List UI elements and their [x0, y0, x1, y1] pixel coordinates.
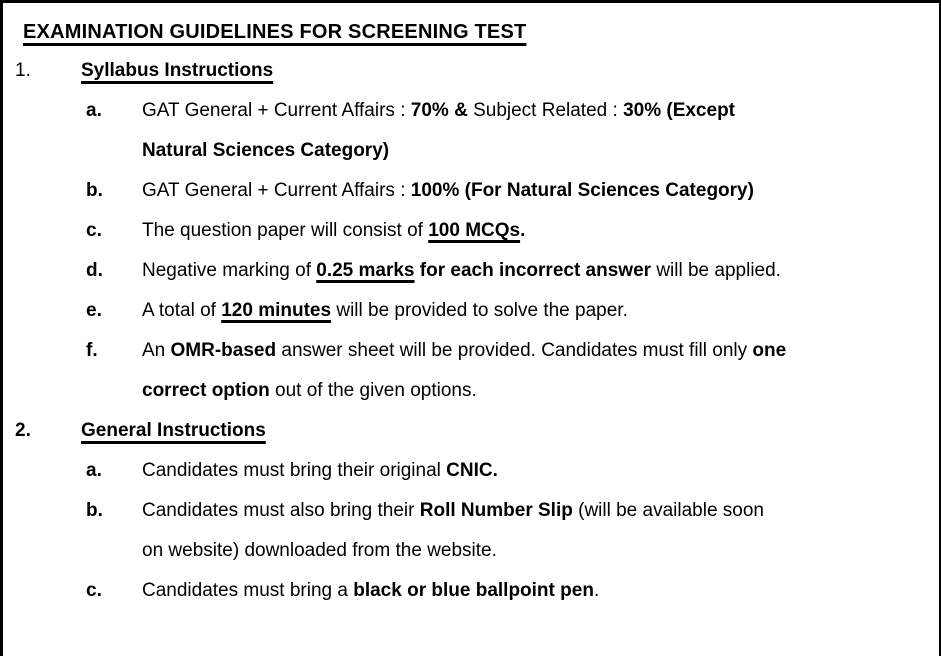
text-run: CNIC. [446, 460, 498, 481]
text-run: black or blue ballpoint pen [353, 580, 594, 601]
item-text [142, 211, 939, 251]
list-item [3, 171, 939, 211]
text-run: Subject Related : [467, 100, 624, 121]
list-item [3, 491, 939, 571]
text-run: 100 MCQs [428, 220, 521, 241]
text-run: will be provided to solve the paper. [331, 300, 628, 321]
text-run: The question paper will consist of [142, 220, 429, 241]
item-label: b. [86, 500, 103, 521]
item-label: f. [86, 340, 98, 361]
item-label: c. [86, 220, 102, 241]
text-run: Roll Number Slip [419, 500, 573, 521]
item-text [142, 491, 939, 571]
text-run: out of the given options. [269, 380, 477, 401]
list-item [3, 251, 939, 291]
item-text [142, 171, 939, 211]
text-run: Natural Sciences Category) [142, 140, 390, 161]
list-item [3, 451, 939, 491]
section-number: 1. [15, 60, 31, 81]
text-run: correct option [142, 380, 270, 401]
list-item [3, 331, 939, 411]
text-run: . [593, 580, 600, 601]
text-run: 120 minutes [221, 300, 332, 321]
text-run: OMR-based [170, 340, 277, 361]
text-run: 30% (Except [623, 100, 736, 121]
list-item [3, 91, 939, 171]
text-run: (will be available soon [572, 500, 765, 521]
item-text [142, 291, 939, 331]
section-heading: Syllabus Instructions [81, 60, 274, 81]
section-heading: General Instructions [81, 420, 266, 441]
item-label: a. [86, 100, 102, 121]
section-number: 2. [15, 420, 31, 441]
text-run: for each incorrect answer [414, 260, 652, 281]
text-run: GAT General + Current Affairs : [142, 180, 411, 201]
document-title: EXAMINATION GUIDELINES FOR SCREENING TEST [23, 21, 527, 43]
item-text [142, 251, 939, 291]
item-label: d. [86, 260, 103, 281]
text-run: An [142, 340, 171, 361]
item-label: a. [86, 460, 102, 481]
text-run: . [520, 220, 526, 241]
item-text [142, 91, 939, 171]
text-run: one [752, 340, 787, 361]
section-row [3, 51, 939, 91]
text-run: on website) downloaded from the website. [142, 540, 497, 561]
item-label: e. [86, 300, 102, 321]
item-text [142, 571, 939, 611]
list-item [3, 291, 939, 331]
text-run: answer sheet will be provided. Candidates must fill only [276, 340, 753, 361]
text-run: 100% (For Natural Sciences Category) [410, 180, 754, 201]
section-row [3, 411, 939, 451]
item-label: c. [86, 580, 102, 601]
item-text [142, 451, 939, 491]
sections-container [3, 51, 939, 611]
list-item [3, 211, 939, 251]
text-run: 0.25 marks [316, 260, 415, 281]
text-run: A total of [142, 300, 222, 321]
text-run: Negative marking of [142, 260, 317, 281]
text-run: will be applied. [651, 260, 781, 281]
item-text [142, 331, 939, 411]
list-item [3, 571, 939, 611]
item-label: b. [86, 180, 103, 201]
text-run: Candidates must bring a [142, 580, 354, 601]
text-run: 70% & [410, 100, 468, 121]
text-run: Candidates must also bring their [142, 500, 420, 521]
text-run: GAT General + Current Affairs : [142, 100, 411, 121]
text-run: Candidates must bring their original [142, 460, 447, 481]
